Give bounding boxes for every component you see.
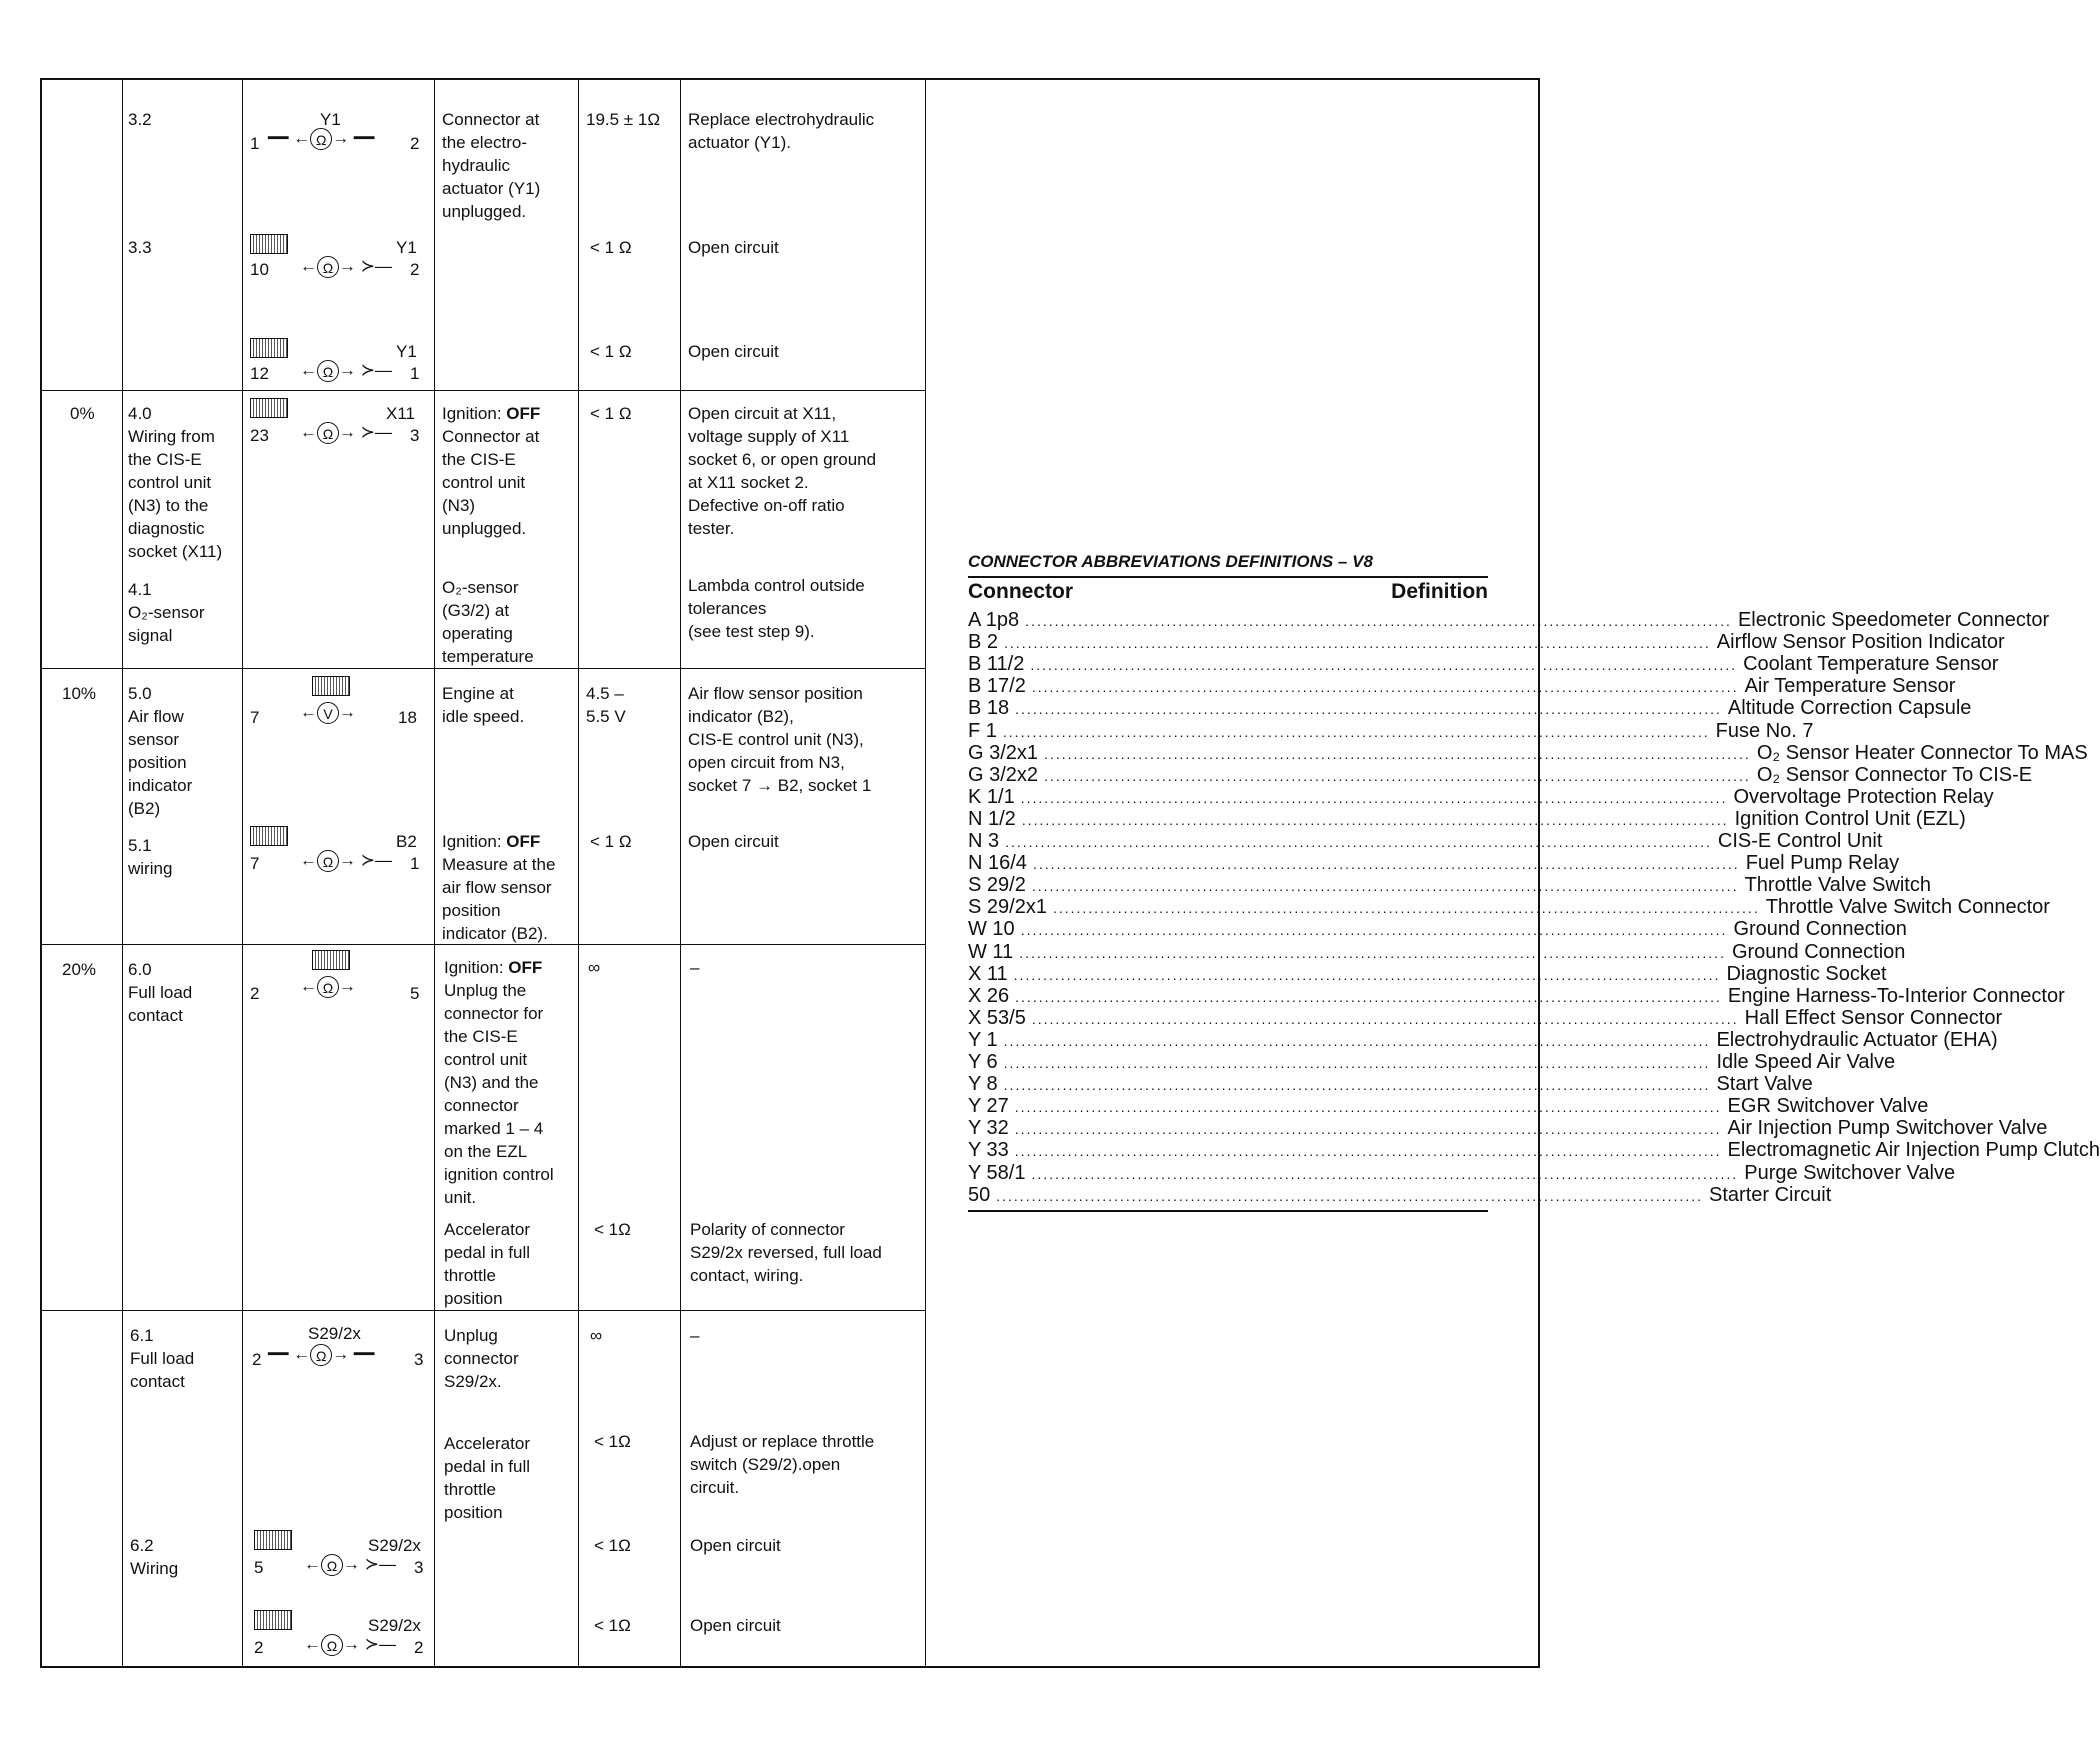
step-4-0: 4.0 Wiring from the CIS-E control unit (N3) to the diagnostic socket (X11) [128,404,223,561]
condition: Unplug connector S29/2x. [444,1326,519,1391]
abbreviation-row [968,1139,2100,1162]
step-5-1: 5.1 wiring [128,836,173,878]
condition-label: Ignition: OFF [444,958,543,977]
conn-pin: 7 [250,854,260,873]
condition: Measure at the air flow sensor position indicator (B2). [442,855,556,943]
leader-dots: ........................................................................................................................ [1015,988,1722,1005]
pin-right: 2 [410,260,420,279]
ohmmeter-icon: ← Ω → ≻— [300,360,392,380]
step-6-0: 6.0 Full load contact [128,960,193,1025]
condition-label: Ignition: OFF [442,404,541,423]
leader-dots: ........................................................................................................................ [1030,657,1738,674]
abbreviation-code: S 29/2x1 [968,896,1047,919]
abbreviation-definition: Idle Speed Air Valve [1716,1051,1896,1073]
ohmmeter-icon: ← Ω → ≻— [300,256,392,276]
ohmmeter-icon: ← Ω → ≻— [304,1634,396,1654]
nominal-value: 4.5 – 5.5 V [586,684,626,726]
pin-right: 1 [410,364,420,383]
abbreviation-definition: EGR Switchover Valve [1727,1095,1929,1118]
header-connector: Connector [968,580,1073,603]
condition: Unplug the connector for the CIS-E control unit (N3) and the connector marked 1 – 4 on the EZL ignition control unit. [444,981,554,1207]
pin-right: 18 [398,708,417,727]
remedy: Open circuit [688,342,779,361]
abbreviation-code: W 10 [968,918,1015,941]
abbreviation-code: S 29/2 [968,874,1026,897]
abbreviation-code: K 1/1 [968,785,1015,808]
leader-dots: ........................................................................................................................ [1002,723,1710,740]
nominal-value: < 1Ω [594,1616,631,1635]
abbreviation-definition: Throttle Valve Switch [1744,874,1931,897]
pin-left: 1 [250,134,260,153]
test-box-connector-icon [254,1530,292,1550]
condition: Connector at the CIS-E control unit (N3) unplugged. [442,427,540,538]
leader-dots: ........................................................................................................................ [1031,878,1739,895]
leader-dots: ........................................................................................................................ [1003,1055,1711,1071]
leader-dots: ........................................................................................................................ [1031,679,1739,696]
test-box-connector-icon [312,676,350,696]
nominal-value: < 1Ω [594,1536,631,1555]
remedy: Open circuit [690,1616,781,1635]
abbreviation-code: Y 32 [968,1117,1009,1140]
abbreviation-code: Y 58/1 [968,1161,1026,1184]
abbreviation-row [968,1051,1896,1073]
nominal-value: < 1Ω [594,1220,631,1239]
on-off-ratio: 20% [62,960,97,979]
step-3-2: 3.2 [128,110,152,129]
leader-dots: ........................................................................................................................ [1014,1143,1722,1160]
condition: Accelerator pedal in full throttle position [444,1220,531,1308]
nominal-value: < 1 Ω [590,342,632,361]
nominal-value: < 1 Ω [590,404,632,423]
remedy: Open circuit at X11, voltage supply of X11 socket 6, or open ground at X11 socket 2. Defective on-off ratio tester. [688,404,877,538]
nominal-value: < 1 Ω [590,238,632,257]
header-definition: Definition [1391,580,1488,603]
abbreviation-definition: Ignition Control Unit (EZL) [1734,807,1966,830]
pin-right: 3 [410,426,420,445]
abbreviation-code: Y 27 [968,1095,1009,1118]
abbreviation-code: X 11 [968,962,1008,985]
meter-label: Y1 [320,110,341,129]
abbreviation-row [968,763,2033,786]
condition: O₂-sensor (G3/2) at operating temperature [442,578,534,666]
remedy: Air flow sensor position indicator (B2), CIS-E control unit (N3), open circuit from N3, socket 7 → B2, socket 1 [688,684,872,795]
condition: Connector at the electro- hydraulic actuator (Y1) unplugged. [442,110,541,221]
meter-label: Y1 [396,238,417,257]
pin-right: 3 [414,1558,424,1577]
conn-pin: 23 [250,426,269,445]
remedy: Open circuit [688,832,779,851]
test-box-connector-icon [250,338,288,358]
abbreviation-definition: Coolant Temperature Sensor [1743,653,1999,676]
condition: Accelerator pedal in full throttle position [444,1434,531,1522]
abbreviation-code: Y 33 [968,1139,1009,1162]
nominal-value: ∞ [588,958,601,977]
abbreviation-code: B 18 [968,697,1010,720]
leader-dots: ........................................................................................................................ [1021,811,1729,828]
abbreviation-code: Y 6 [968,1051,998,1073]
condition-label: Ignition: OFF [442,832,541,851]
nominal-value: < 1 Ω [590,832,632,851]
conn-pin: 10 [250,260,269,279]
abbreviation-definition: O₂ Sensor Connector To CIS-E [1756,763,2033,786]
on-off-ratio: 10% [62,684,97,703]
abbreviation-definition: Air Temperature Sensor [1744,675,1956,698]
ohmmeter-icon: ← Ω → [300,976,356,996]
abbreviation-row [968,741,2088,764]
leader-dots: ........................................................................................................................ [1052,900,1760,917]
abbreviation-code: W 11 [968,940,1014,963]
remedy: – [690,1326,700,1345]
conn-pin: 5 [254,1558,264,1577]
leader-dots: ........................................................................................................................ [1044,745,1751,762]
abbreviation-code: N 3 [968,830,1000,852]
leader-dots: ........................................................................................................................ [1014,1121,1722,1138]
abbreviations-top-rule [968,576,1488,578]
pin-right: 3 [414,1350,424,1369]
abbreviations-header [968,580,1488,604]
abbreviation-row [968,1117,2048,1140]
abbreviations-title: CONNECTOR ABBREVIATIONS DEFINITIONS – V8 [968,552,1373,571]
ohmmeter-icon: ← Ω → ≻— [304,1554,396,1574]
ohmmeter-icon: ━━ ← Ω → ━━ [268,128,375,148]
leader-dots: ........................................................................................................................ [1031,1010,1739,1027]
remedy: Polarity of connector S29/2x reversed, full load contact, wiring. [690,1220,882,1285]
step-3-3: 3.3 [128,238,152,257]
step-4-1: 4.1 O₂-sensor signal [128,580,205,645]
abbreviation-row [968,918,1907,941]
abbreviation-code: Y 8 [968,1073,998,1096]
abbreviation-definition: Fuel Pump Relay [1745,852,1900,875]
leader-dots: ........................................................................................................................ [1031,1165,1739,1182]
abbreviation-row [968,1073,1813,1096]
abbreviation-row [968,962,1887,985]
remedy: – [690,958,700,977]
abbreviation-definition: Purge Switchover Valve [1744,1161,1956,1184]
abbreviation-row [968,852,1900,875]
ohmmeter-icon: ← Ω → ≻— [300,850,392,870]
abbreviation-row [968,631,2005,654]
remedy: Open circuit [688,238,779,257]
leader-dots: ........................................................................................................................ [1032,856,1740,873]
pin-right: 5 [410,984,420,1003]
abbreviation-code: X 26 [968,984,1010,1007]
abbreviation-code: N 1/2 [968,807,1016,830]
test-box-connector-icon [250,826,288,846]
abbreviation-row [968,1095,1929,1118]
leader-dots: ........................................................................................................................ [996,1187,1704,1204]
abbreviations-bottom-rule [968,1210,1488,1212]
nominal-value: 19.5 ± 1Ω [586,110,661,129]
abbreviation-code: 50 [968,1183,991,1206]
pin-left: 7 [250,708,260,727]
conn-pin: 12 [250,364,269,383]
abbreviation-row [968,697,1972,720]
test-box-connector-icon [312,950,350,970]
abbreviation-code: G 3/2x2 [968,763,1039,786]
remedy: Replace electrohydraulic actuator (Y1). [688,110,875,152]
abbreviation-definition: Ground Connection [1731,940,1906,963]
abbreviation-definition: Air Injection Pump Switchover Valve [1727,1117,2048,1140]
abbreviation-definition: Altitude Correction Capsule [1727,697,1972,720]
voltmeter-icon: ← V → [300,702,356,722]
abbreviation-code: X 53/5 [968,1006,1026,1029]
abbreviation-code: G 3/2x1 [968,741,1039,764]
step-5-0: 5.0 Air flow sensor position indicator (B2) [128,684,193,818]
nominal-value: ∞ [590,1326,603,1345]
leader-dots: ........................................................................................................................ [1003,1032,1711,1049]
abbreviation-definition: Electrohydraulic Actuator (EHA) [1716,1028,1998,1051]
abbreviation-definition: CIS-E Control Unit [1717,830,1883,852]
test-box-connector-icon [254,1610,292,1630]
step-6-2: 6.2 Wiring [130,1536,179,1578]
leader-dots: ........................................................................................................................ [1020,789,1728,806]
leader-dots: ........................................................................................................................ [1019,944,1726,961]
abbreviation-definition: Starter Circuit [1709,1183,1832,1206]
abbreviation-row [968,807,1966,830]
on-off-ratio: 0% [70,404,95,423]
meter-label: X11 [386,404,415,423]
abbreviation-definition: Throttle Valve Switch Connector [1765,896,2050,919]
abbreviation-row [968,653,1999,676]
abbreviation-row [968,1161,1956,1184]
abbreviation-definition: Hall Effect Sensor Connector [1744,1006,2003,1029]
abbreviation-row [968,1028,1998,1051]
leader-dots: ........................................................................................................................ [1005,834,1712,850]
leader-dots: ........................................................................................................................ [1014,1099,1722,1116]
pin-right: 2 [410,134,420,153]
abbreviation-code: B 11/2 [968,653,1025,676]
abbreviation-definition: Fuse No. 7 [1715,719,1814,742]
pin-left: 2 [252,1350,262,1369]
abbreviation-code: B 17/2 [968,675,1026,698]
leader-dots: ........................................................................................................................ [1004,635,1711,652]
abbreviation-code: N 16/4 [968,852,1027,875]
leader-dots: ........................................................................................................................ [1015,701,1722,718]
abbreviation-definition: Start Valve [1716,1073,1813,1096]
test-box-connector-icon [250,398,288,418]
abbreviation-definition: Electronic Speedometer Connector [1737,609,2050,631]
abbreviation-definition: Electromagnetic Air Injection Pump Clutch [1727,1139,2100,1162]
meter-label: Y1 [396,342,417,361]
pin-left: 2 [250,984,260,1003]
step-6-1: 6.1 Full load contact [130,1326,195,1391]
remedy: Lambda control outside tolerances (see test step 9). [688,576,865,641]
ohmmeter-icon: ━━ ← Ω → ━━ [268,1344,375,1364]
abbreviation-definition: O₂ Sensor Heater Connector To MAS [1756,741,2088,764]
leader-dots: ........................................................................................................................ [1013,966,1721,983]
abbreviation-definition: Overvoltage Protection Relay [1733,785,1994,808]
abbreviation-code: F 1 [968,719,997,742]
abbreviation-row [968,896,2050,919]
nominal-value: < 1Ω [594,1432,631,1451]
abbreviation-row [968,940,1906,963]
abbreviation-row [968,675,1956,698]
meter-label: S29/2x [308,1324,361,1343]
meter-label: S29/2x [368,1616,421,1635]
abbreviation-code: A 1p8 [968,609,1020,631]
leader-dots: ........................................................................................................................ [1025,613,1732,629]
abbreviation-row [968,830,1883,852]
remedy: Open circuit [690,1536,781,1555]
abbreviation-row [968,719,1814,742]
condition: Engine at idle speed. [442,684,525,726]
pin-right: 2 [414,1638,424,1657]
abbreviation-row [968,1006,2003,1029]
leader-dots: ........................................................................................................................ [1044,767,1751,784]
abbreviation-definition: Airflow Sensor Position Indicator [1716,631,2005,654]
pin-right: 1 [410,854,420,873]
test-box-connector-icon [250,234,288,254]
leader-dots: ........................................................................................................................ [1020,922,1728,939]
abbreviation-code: Y 1 [968,1028,998,1051]
meter-label: S29/2x [368,1536,421,1555]
abbreviation-row [968,785,1994,808]
abbreviation-row [968,874,1931,897]
conn-pin: 2 [254,1638,264,1657]
remedy: Adjust or replace throttle switch (S29/2).open circuit. [690,1432,875,1497]
abbreviation-definition: Engine Harness-To-Interior Connector [1727,984,2065,1007]
abbreviation-definition: Ground Connection [1733,918,1907,941]
abbreviation-row [968,609,2050,631]
meter-label: B2 [396,832,417,851]
abbreviation-row [968,984,2065,1007]
abbreviation-row [968,1183,1832,1206]
abbreviation-code: B 2 [968,631,999,654]
ohmmeter-icon: ← Ω → ≻— [300,422,392,442]
leader-dots: ........................................................................................................................ [1003,1077,1711,1094]
abbreviation-definition: Diagnostic Socket [1726,962,1887,985]
